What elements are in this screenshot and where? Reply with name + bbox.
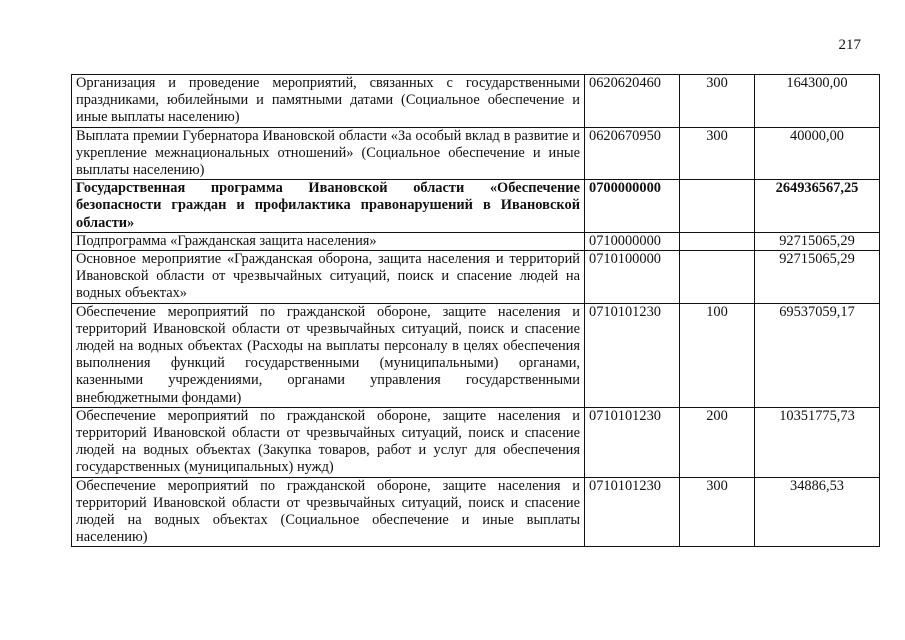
budget-table (71, 74, 880, 547)
row-type-cell: 300 (680, 127, 755, 180)
row-sum-cell: 10351775,73 (755, 407, 880, 477)
row-type-cell: 100 (680, 303, 755, 407)
row-type-cell (680, 232, 755, 250)
row-type-cell: 300 (680, 477, 755, 547)
row-type-cell (680, 251, 755, 304)
table-row (72, 127, 880, 180)
row-code-cell: 0700000000 (585, 180, 680, 233)
row-sum-cell: 92715065,29 (755, 251, 880, 304)
row-code-cell: 0710100000 (585, 251, 680, 304)
row-name-cell: Обеспечение мероприятий по гражданской обороне, защите населения и территорий Ивановской области от чрезвычайных ситуаций, поиск и спасение людей на водных объектах (Расходы на выплаты персоналу в целях обеспечения выполнения функций государственными (муниципальными) органами, казенными учреждениями, органами управления государственными внебюджетными фондами) (72, 303, 585, 407)
row-type-cell: 200 (680, 407, 755, 477)
page-number: 217 (838, 37, 861, 53)
row-sum-cell: 69537059,17 (755, 303, 880, 407)
row-name-cell: Обеспечение мероприятий по гражданской обороне, защите населения и территорий Ивановской области от чрезвычайных ситуаций, поиск и спасение людей на водных объектах (Закупка товаров, работ и услуг для обеспечения государственных (муниципальных) нужд) (72, 407, 585, 477)
table-row (72, 303, 880, 407)
table-row (72, 477, 880, 547)
row-type-cell: 300 (680, 75, 755, 128)
row-code-cell: 0620620460 (585, 75, 680, 128)
row-code-cell: 0710101230 (585, 407, 680, 477)
row-name-cell: Организация и проведение мероприятий, связанных с государственными праздниками, юбилейными и памятными датами (Социальное обеспечение и иные выплаты населению) (72, 75, 585, 128)
row-name-cell: Подпрограмма «Гражданская защита населения» (72, 232, 585, 250)
row-name-cell: Государственная программа Ивановской области «Обеспечение безопасности граждан и профилактика правонарушений в Ивановской области» (72, 180, 585, 233)
row-sum-cell: 164300,00 (755, 75, 880, 128)
table-row (72, 407, 880, 477)
row-code-cell: 0710101230 (585, 303, 680, 407)
table-row (72, 251, 880, 304)
row-type-cell (680, 180, 755, 233)
table-row (72, 180, 880, 233)
row-sum-cell: 92715065,29 (755, 232, 880, 250)
table-row (72, 232, 880, 250)
row-sum-cell: 34886,53 (755, 477, 880, 547)
table-row (72, 75, 880, 128)
row-code-cell: 0620670950 (585, 127, 680, 180)
row-name-cell: Основное мероприятие «Гражданская оборона, защита населения и территорий Ивановской области от чрезвычайных ситуаций, поиск и спасение людей на водных объектах» (72, 251, 585, 304)
row-name-cell: Выплата премии Губернатора Ивановской области «За особый вклад в развитие и укрепление межнациональных отношений» (Социальное обеспечение и иные выплаты населению) (72, 127, 585, 180)
row-code-cell: 0710101230 (585, 477, 680, 547)
row-sum-cell: 40000,00 (755, 127, 880, 180)
row-sum-cell: 264936567,25 (755, 180, 880, 233)
row-code-cell: 0710000000 (585, 232, 680, 250)
row-name-cell: Обеспечение мероприятий по гражданской обороне, защите населения и территорий Ивановской области от чрезвычайных ситуаций, поиск и спасение людей на водных объектах (Социальное обеспечение и иные выплаты населению) (72, 477, 585, 547)
